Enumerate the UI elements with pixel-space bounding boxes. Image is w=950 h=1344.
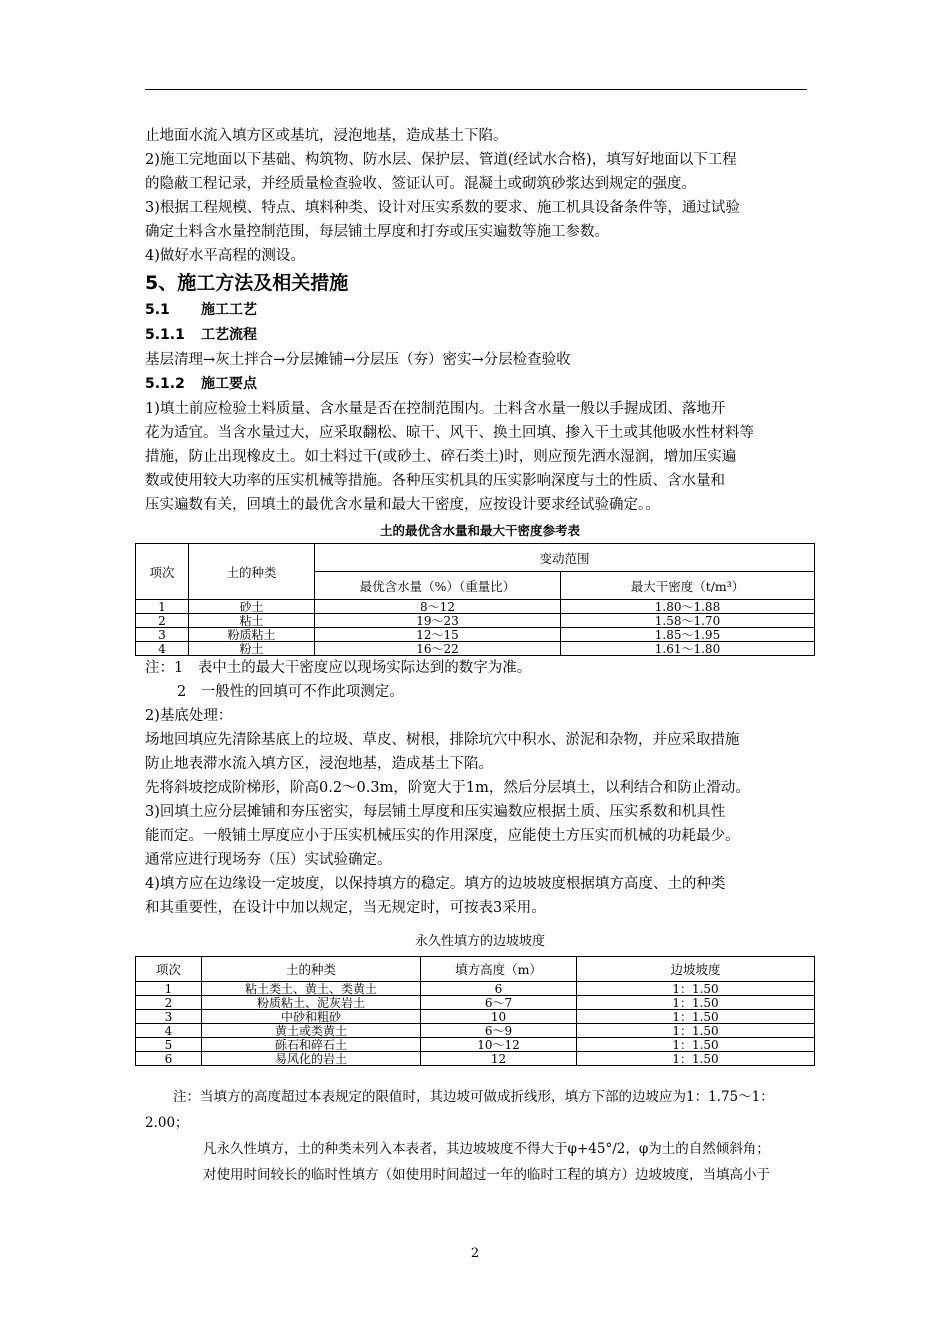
table-cell: 10～12 bbox=[421, 1038, 577, 1052]
heading-number: 5.1.2 bbox=[145, 376, 185, 392]
paragraph: 防止地表滞水流入填方区，浸泡地基，造成基土下陷。 bbox=[145, 756, 493, 772]
header-rule bbox=[145, 89, 807, 90]
table-cell: 粘土类土、黄土、类黄土 bbox=[202, 982, 421, 996]
table-row bbox=[136, 1024, 815, 1038]
paragraph: 的隐蔽工程记录，并经质量检查验收、签证认可。混凝土或砌筑砂浆达到规定的强度。 bbox=[145, 176, 696, 192]
paragraph: 数或使用较大功率的压实机械等措施。各种压实机具的压实影响深度与土的性质、含水量和 bbox=[145, 473, 725, 489]
table-row bbox=[136, 614, 815, 628]
table-note: 2 一般性的回填可不作此项测定。 bbox=[177, 684, 404, 700]
subsection-heading bbox=[145, 323, 815, 348]
table-header: 边坡坡度 bbox=[577, 957, 815, 982]
table-header: 变动范围 bbox=[315, 544, 815, 572]
section-heading: 5、施工方法及相关措施 bbox=[145, 272, 349, 294]
paragraph: 先将斜坡挖成阶梯形，阶高0.2～0.3m，阶宽大于1m，然后分层填土，以利结合和防止滑动。 bbox=[145, 780, 750, 796]
paragraph: 2)基底处理： bbox=[145, 708, 233, 724]
heading-title: 施工工艺 bbox=[201, 302, 257, 318]
table-header: 最大干密度（t/m³） bbox=[561, 572, 815, 600]
paragraph: 确定土料含水量控制范围，每层铺土厚度和打夯或压实遍数等施工参数。 bbox=[145, 224, 609, 240]
paragraph: 通常应进行现场夯（压）实试验确定。 bbox=[145, 852, 392, 868]
table-cell: 16～22 bbox=[315, 642, 561, 656]
table-row bbox=[136, 628, 815, 642]
soil-density-table bbox=[135, 543, 815, 656]
table-header: 土的种类 bbox=[202, 957, 421, 982]
table-cell: 粉质粘土、泥灰岩土 bbox=[202, 996, 421, 1010]
paragraph: 1)填土前应检验土料质量、含水量是否在控制范围内。土料含水量一般以手握成团、落地开 bbox=[145, 401, 726, 417]
paragraph: 场地回填应先清除基底上的垃圾、草皮、树根，排除坑穴中积水、淤泥和杂物，并应采取措施 bbox=[145, 732, 740, 748]
table-cell: 1.85～1.95 bbox=[561, 628, 815, 642]
table-cell: 12 bbox=[421, 1052, 577, 1066]
table-cell: 1.80～1.88 bbox=[561, 600, 815, 614]
table-header: 项次 bbox=[136, 544, 189, 600]
table-cell: 2 bbox=[136, 996, 202, 1010]
table-cell: 6 bbox=[421, 982, 577, 996]
table-caption: 永久性填方的边坡坡度 bbox=[414, 934, 545, 949]
paragraph: 措施，防止出现橡皮土。如土料过干(或砂土、碎石类土)时，则应预先洒水湿润，增加压实遍 bbox=[145, 449, 737, 465]
table-header: 土的种类 bbox=[189, 544, 315, 600]
table-row bbox=[136, 600, 815, 614]
table-cell: 粉土 bbox=[189, 642, 315, 656]
process-flow: 基层清理→灰土拌合→分层摊铺→分层压（夯）密实→分层检查验收 bbox=[145, 352, 571, 368]
table-cell: 黄土或类黄土 bbox=[202, 1024, 421, 1038]
paragraph: 和其重要性，在设计中加以规定，当无规定时，可按表3采用。 bbox=[145, 900, 546, 916]
table-row bbox=[136, 982, 815, 996]
page-number: 2 bbox=[470, 1246, 480, 1261]
table-cell: 易风化的岩土 bbox=[202, 1052, 421, 1066]
table-row bbox=[136, 1038, 815, 1052]
table-note: 2.00； bbox=[145, 1115, 189, 1131]
paragraph: 能而定。一般铺土厚度应小于压实机械压实的作用深度，应能使土方压实而机械的功耗最少。 bbox=[145, 828, 740, 844]
table-cell: 10 bbox=[421, 1010, 577, 1024]
table-cell: 1.58～1.70 bbox=[561, 614, 815, 628]
table-note: 注：1 表中土的最大干密度应以现场实际达到的数字为准。 bbox=[145, 660, 532, 676]
table-cell: 1：1.50 bbox=[577, 1024, 815, 1038]
heading-title: 施工要点 bbox=[201, 376, 257, 392]
subsection-heading bbox=[145, 298, 815, 323]
table-cell: 1 bbox=[136, 982, 202, 996]
table-cell: 1：1.50 bbox=[577, 1052, 815, 1066]
table-note: 注：当填方的高度超过本表规定的限值时，其边坡可做成折线形，填方下部的边坡应为1：1.75～1： bbox=[173, 1089, 774, 1105]
slope-table bbox=[135, 956, 815, 1066]
paragraph: 2)施工完地面以下基础、构筑物、防水层、保护层、管道(经试水合格)，填写好地面以下工程 bbox=[145, 152, 737, 168]
table-cell: 粉质粘土 bbox=[189, 628, 315, 642]
table-cell: 砂土 bbox=[189, 600, 315, 614]
table-row bbox=[136, 1052, 815, 1066]
table-cell: 1 bbox=[136, 600, 189, 614]
table-row bbox=[136, 996, 815, 1010]
table-cell: 1：1.50 bbox=[577, 982, 815, 996]
table-cell: 1.61～1.80 bbox=[561, 642, 815, 656]
table-cell: 12～15 bbox=[315, 628, 561, 642]
heading-title: 工艺流程 bbox=[201, 327, 257, 343]
table-cell: 1：1.50 bbox=[577, 1038, 815, 1052]
table-cell: 粘土 bbox=[189, 614, 315, 628]
table-row bbox=[136, 1010, 815, 1024]
paragraph: 压实遍数有关，回填土的最优含水量和最大干密度，应按设计要求经试验确定。。 bbox=[145, 497, 660, 513]
table-cell: 19～23 bbox=[315, 614, 561, 628]
table-cell: 3 bbox=[136, 1010, 202, 1024]
heading-number: 5.1 bbox=[145, 302, 170, 318]
table-cell: 3 bbox=[136, 628, 189, 642]
table-cell: 砾石和碎石土 bbox=[202, 1038, 421, 1052]
paragraph: 3)回填土应分层摊铺和夯压密实，每层铺土厚度和压实遍数应根据土质、压实系数和机具性 bbox=[145, 804, 726, 820]
table-cell: 6 bbox=[136, 1052, 202, 1066]
table-cell: 中砂和粗砂 bbox=[202, 1010, 421, 1024]
table-cell: 2 bbox=[136, 614, 189, 628]
paragraph: 3)根据工程规模、特点、填料种类、设计对压实系数的要求、施工机具设备条件等，通过试验 bbox=[145, 200, 740, 216]
table-cell: 1：1.50 bbox=[577, 1010, 815, 1024]
table-header: 项次 bbox=[136, 957, 202, 982]
table-cell: 1：1.50 bbox=[577, 996, 815, 1010]
table-note: 凡永久性填方，土的种类未列入本表者，其边坡坡度不得大于φ+45°/2，φ为土的自然倾斜角； bbox=[203, 1141, 770, 1157]
subsection-heading bbox=[145, 372, 815, 397]
paragraph: 花为适宜。当含水量过大，应采取翻松、晾干、风干、换土回填、掺入干土或其他吸水性材料等 bbox=[145, 425, 754, 441]
table-caption: 土的最优含水量和最大干密度参考表 bbox=[379, 523, 580, 538]
table-cell: 5 bbox=[136, 1038, 202, 1052]
table-row bbox=[136, 642, 815, 656]
table-cell: 4 bbox=[136, 1024, 202, 1038]
paragraph: 4)填方应在边缘设一定坡度，以保持填方的稳定。填方的边坡坡度根据填方高度、土的种类 bbox=[145, 876, 726, 892]
paragraph: 4)做好水平高程的测设。 bbox=[145, 248, 305, 264]
body-text bbox=[145, 124, 815, 1188]
paragraph: 止地面水流入填方区或基坑，浸泡地基，造成基土下陷。 bbox=[145, 128, 508, 144]
table-cell: 4 bbox=[136, 642, 189, 656]
table-note: 对使用时间较长的临时性填方（如使用时间超过一年的临时工程的填方）边坡坡度，当填高小于 bbox=[203, 1167, 770, 1183]
heading-number: 5.1.1 bbox=[145, 327, 185, 343]
table-cell: 6～7 bbox=[421, 996, 577, 1010]
table-cell: 8～12 bbox=[315, 600, 561, 614]
table-cell: 6～9 bbox=[421, 1024, 577, 1038]
table-header: 填方高度（m） bbox=[421, 957, 577, 982]
table-header: 最优含水量（%）（重量比） bbox=[315, 572, 561, 600]
